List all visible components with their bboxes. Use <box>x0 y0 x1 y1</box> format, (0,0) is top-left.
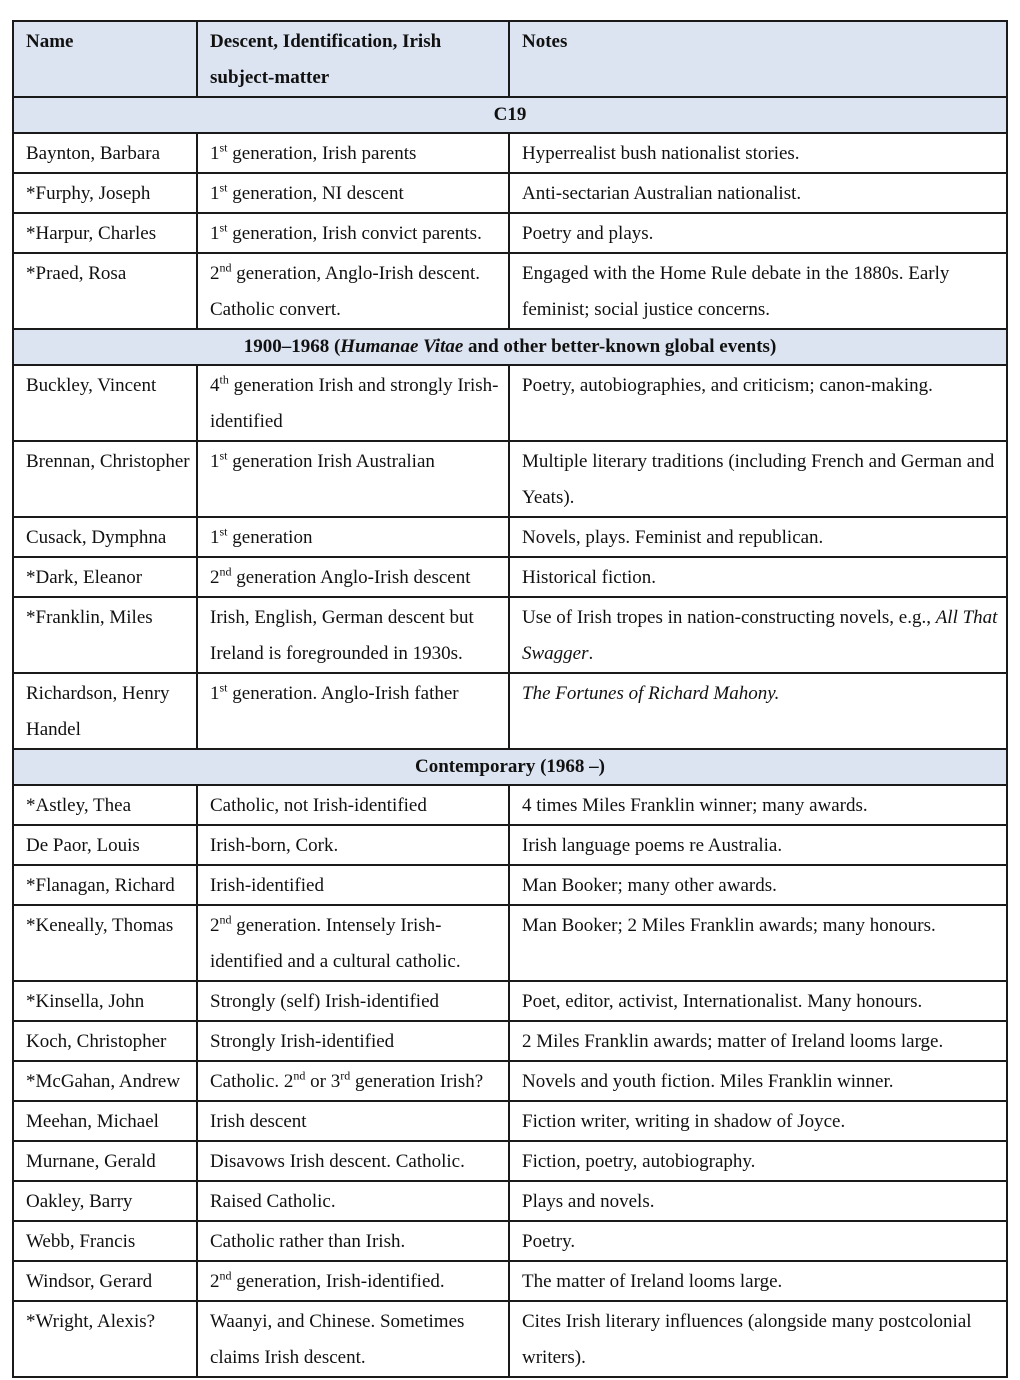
table-row <box>13 673 1007 749</box>
name-cell <box>13 981 197 1021</box>
notes-cell <box>509 1141 1007 1181</box>
notes-cell <box>509 173 1007 213</box>
text-run: Anti-sectarian Australian nationalist. <box>522 183 802 204</box>
italic-text: Humanae Vitae <box>340 336 464 357</box>
text-run: De Paor, Louis <box>26 835 140 856</box>
text-run: 2 Miles Franklin awards; matter of Ireland looms large. <box>522 1031 944 1052</box>
text-run: and other better-known global events) <box>463 336 777 357</box>
name-cell <box>13 1221 197 1261</box>
notes-cell <box>509 133 1007 173</box>
notes-cell <box>509 441 1007 517</box>
section-title <box>13 329 1007 365</box>
text-run: Novels and youth fiction. Miles Franklin winner. <box>522 1071 894 1092</box>
name-cell <box>13 441 197 517</box>
table-row <box>13 785 1007 825</box>
table-row <box>13 1261 1007 1301</box>
descent-cell <box>197 865 509 905</box>
name-cell <box>13 1021 197 1061</box>
text-run: Multiple literary traditions (including French and German and Yeats). <box>522 451 995 508</box>
text-run: 2 <box>210 1271 220 1292</box>
descent-cell <box>197 1261 509 1301</box>
text-run: 2 <box>210 263 220 284</box>
text-run: 1 <box>210 143 220 164</box>
text-run: Baynton, Barbara <box>26 143 161 164</box>
notes-cell <box>509 825 1007 865</box>
ordinal-suffix: st <box>219 448 228 463</box>
text-run: Man Booker; many other awards. <box>522 875 777 896</box>
table-row <box>13 825 1007 865</box>
name-cell <box>13 865 197 905</box>
text-run: Richardson, Henry Handel <box>26 683 170 740</box>
table-row <box>13 173 1007 213</box>
text-run: generation Anglo-Irish descent <box>231 567 471 588</box>
text-run: Plays and novels. <box>522 1191 655 1212</box>
text-run: Oakley, Barry <box>26 1191 133 1212</box>
name-cell <box>13 557 197 597</box>
text-run: 1 <box>210 527 220 548</box>
notes-cell <box>509 1061 1007 1101</box>
header-notes: Notes <box>509 21 1007 97</box>
notes-cell <box>509 1301 1007 1377</box>
text-run: Irish-born, Cork. <box>210 835 339 856</box>
table-row <box>13 133 1007 173</box>
author-table <box>12 20 1008 1378</box>
notes-cell <box>509 1261 1007 1301</box>
descent-cell <box>197 213 509 253</box>
text-run: 1 <box>210 451 220 472</box>
name-cell <box>13 1141 197 1181</box>
notes-cell <box>509 1101 1007 1141</box>
section-title <box>13 749 1007 785</box>
header-row <box>13 21 1007 97</box>
notes-cell <box>509 365 1007 441</box>
table-row <box>13 1301 1007 1377</box>
descent-cell <box>197 365 509 441</box>
text-run: generation Irish Australian <box>227 451 435 472</box>
table-row <box>13 905 1007 981</box>
ordinal-suffix: st <box>219 180 228 195</box>
header-name: Name <box>13 21 197 97</box>
notes-cell <box>509 213 1007 253</box>
descent-cell <box>197 981 509 1021</box>
text-run: Use of Irish tropes in nation-constructing novels, e.g., <box>522 607 936 628</box>
name-cell <box>13 1181 197 1221</box>
notes-cell <box>509 865 1007 905</box>
text-run: generation, NI descent <box>227 183 404 204</box>
name-cell <box>13 825 197 865</box>
text-run: Koch, Christopher <box>26 1031 167 1052</box>
text-run: Strongly Irish-identified <box>210 1031 395 1052</box>
table-row <box>13 213 1007 253</box>
descent-cell <box>197 785 509 825</box>
ordinal-suffix: nd <box>219 564 232 579</box>
ordinal-suffix: nd <box>293 1068 306 1083</box>
text-run: Hyperrealist bush nationalist stories. <box>522 143 800 164</box>
text-run: *Dark, Eleanor <box>26 567 143 588</box>
text-run: Meehan, Michael <box>26 1111 159 1132</box>
text-run: Waanyi, and Chinese. Sometimes claims Irish descent. <box>210 1311 465 1368</box>
text-run: Brennan, Christopher <box>26 451 190 472</box>
name-cell <box>13 785 197 825</box>
table-row <box>13 865 1007 905</box>
section-row <box>13 749 1007 785</box>
text-run: Windsor, Gerard <box>26 1271 153 1292</box>
header-descent: Descent, Identification, Irish subject-matter <box>197 21 509 97</box>
text-run: Catholic. 2 <box>210 1071 294 1092</box>
text-run: Poetry, autobiographies, and criticism; canon-making. <box>522 375 933 396</box>
text-run: Murnane, Gerald <box>26 1151 156 1172</box>
name-cell <box>13 597 197 673</box>
table-row <box>13 1101 1007 1141</box>
text-run: *Flanagan, Richard <box>26 875 175 896</box>
descent-cell <box>197 133 509 173</box>
text-run: Strongly (self) Irish-identified <box>210 991 440 1012</box>
text-run: Catholic, not Irish-identified <box>210 795 427 816</box>
table-body <box>13 97 1007 1377</box>
text-run: generation, Irish convict parents. <box>227 223 482 244</box>
text-run: 1 <box>210 223 220 244</box>
notes-cell <box>509 517 1007 557</box>
table-row <box>13 365 1007 441</box>
descent-cell <box>197 1301 509 1377</box>
name-cell <box>13 905 197 981</box>
descent-cell <box>197 173 509 213</box>
ordinal-suffix: nd <box>219 912 232 927</box>
name-cell <box>13 253 197 329</box>
italic-text: The Fortunes of Richard Mahony. <box>522 683 780 704</box>
text-run: . <box>588 643 594 664</box>
name-cell <box>13 1101 197 1141</box>
text-run: *Keneally, Thomas <box>26 915 174 936</box>
text-run: Catholic rather than Irish. <box>210 1231 406 1252</box>
table-header <box>13 21 1007 97</box>
name-cell <box>13 673 197 749</box>
text-run: 1 <box>210 683 220 704</box>
section-row <box>13 329 1007 365</box>
text-run: Cites Irish literary influences (alongside many postcolonial writers). <box>522 1311 972 1368</box>
descent-cell <box>197 825 509 865</box>
text-run: *Furphy, Joseph <box>26 183 151 204</box>
text-run: Irish-identified <box>210 875 324 896</box>
table-row <box>13 253 1007 329</box>
table-row <box>13 1221 1007 1261</box>
name-cell <box>13 1061 197 1101</box>
descent-cell <box>197 1221 509 1261</box>
ordinal-suffix: st <box>219 220 228 235</box>
name-cell <box>13 517 197 557</box>
descent-cell <box>197 1101 509 1141</box>
notes-cell <box>509 1221 1007 1261</box>
table-row <box>13 517 1007 557</box>
ordinal-suffix: th <box>219 372 229 387</box>
text-run: *Astley, Thea <box>26 795 132 816</box>
text-run: generation, Irish-identified. <box>231 1271 445 1292</box>
text-run: Raised Catholic. <box>210 1191 336 1212</box>
ordinal-suffix: nd <box>219 260 232 275</box>
text-run: *Praed, Rosa <box>26 263 127 284</box>
text-run: Contemporary (1968 –) <box>415 756 605 777</box>
descent-cell <box>197 557 509 597</box>
text-run: generation Irish? <box>350 1071 484 1092</box>
text-run: 1900–1968 ( <box>243 336 341 357</box>
table-row <box>13 1061 1007 1101</box>
table-row <box>13 597 1007 673</box>
text-run: generation, Irish parents <box>227 143 417 164</box>
text-run: Disavows Irish descent. Catholic. <box>210 1151 465 1172</box>
text-run: Poetry and plays. <box>522 223 654 244</box>
text-run: *Kinsella, John <box>26 991 145 1012</box>
descent-cell <box>197 1141 509 1181</box>
notes-cell <box>509 785 1007 825</box>
notes-cell <box>509 905 1007 981</box>
descent-cell <box>197 673 509 749</box>
text-run: Poetry. <box>522 1231 576 1252</box>
text-run: 1 <box>210 183 220 204</box>
descent-cell <box>197 905 509 981</box>
text-run: generation. Intensely Irish-identified and a cultural catholic. <box>210 915 461 972</box>
name-cell <box>13 173 197 213</box>
text-run: generation Irish and strongly Irish-identified <box>210 375 499 432</box>
name-cell <box>13 213 197 253</box>
text-run: *Harpur, Charles <box>26 223 157 244</box>
descent-cell <box>197 1061 509 1101</box>
text-run: Man Booker; 2 Miles Franklin awards; many honours. <box>522 915 936 936</box>
descent-cell <box>197 441 509 517</box>
name-cell <box>13 1301 197 1377</box>
text-run: C19 <box>493 104 527 125</box>
notes-cell <box>509 557 1007 597</box>
ordinal-suffix: rd <box>340 1068 351 1083</box>
ordinal-suffix: st <box>219 680 228 695</box>
descent-cell <box>197 597 509 673</box>
notes-cell <box>509 981 1007 1021</box>
descent-cell <box>197 1181 509 1221</box>
text-run: or 3 <box>305 1071 341 1092</box>
italic-text: All That Swagger <box>522 607 998 664</box>
text-run: Irish language poems re Australia. <box>522 835 783 856</box>
text-run: Fiction, poetry, autobiography. <box>522 1151 756 1172</box>
table-row <box>13 981 1007 1021</box>
notes-cell <box>509 673 1007 749</box>
text-run: Engaged with the Home Rule debate in the 1880s. Early feminist; social justice concerns. <box>522 263 950 320</box>
table-row <box>13 441 1007 517</box>
text-run: generation <box>227 527 313 548</box>
text-run: Fiction writer, writing in shadow of Joyce. <box>522 1111 846 1132</box>
text-run: *McGahan, Andrew <box>26 1071 181 1092</box>
ordinal-suffix: nd <box>219 1268 232 1283</box>
descent-cell <box>197 253 509 329</box>
name-cell <box>13 365 197 441</box>
text-run: 4 times Miles Franklin winner; many awards. <box>522 795 868 816</box>
text-run: Irish, English, German descent but Ireland is foregrounded in 1930s. <box>210 607 474 664</box>
notes-cell <box>509 253 1007 329</box>
text-run: 2 <box>210 915 220 936</box>
text-run: generation, Anglo-Irish descent. Catholic convert. <box>210 263 481 320</box>
section-row <box>13 97 1007 133</box>
text-run: Poet, editor, activist, Internationalist. Many honours. <box>522 991 923 1012</box>
section-title <box>13 97 1007 133</box>
text-run: 2 <box>210 567 220 588</box>
text-run: Cusack, Dymphna <box>26 527 167 548</box>
text-run: generation. Anglo-Irish father <box>227 683 459 704</box>
text-run: Webb, Francis <box>26 1231 136 1252</box>
text-run: Novels, plays. Feminist and republican. <box>522 527 824 548</box>
notes-cell <box>509 1181 1007 1221</box>
text-run: *Wright, Alexis? <box>26 1311 156 1332</box>
table-row <box>13 1021 1007 1061</box>
text-run: 4 <box>210 375 220 396</box>
text-run: Historical fiction. <box>522 567 657 588</box>
notes-cell <box>509 597 1007 673</box>
text-run: *Franklin, Miles <box>26 607 153 628</box>
ordinal-suffix: st <box>219 140 228 155</box>
table-row <box>13 1141 1007 1181</box>
ordinal-suffix: st <box>219 524 228 539</box>
table-row <box>13 557 1007 597</box>
text-run: The matter of Ireland looms large. <box>522 1271 783 1292</box>
name-cell <box>13 133 197 173</box>
name-cell <box>13 1261 197 1301</box>
descent-cell <box>197 517 509 557</box>
descent-cell <box>197 1021 509 1061</box>
text-run: Buckley, Vincent <box>26 375 157 396</box>
notes-cell <box>509 1021 1007 1061</box>
text-run: Irish descent <box>210 1111 307 1132</box>
table-row <box>13 1181 1007 1221</box>
